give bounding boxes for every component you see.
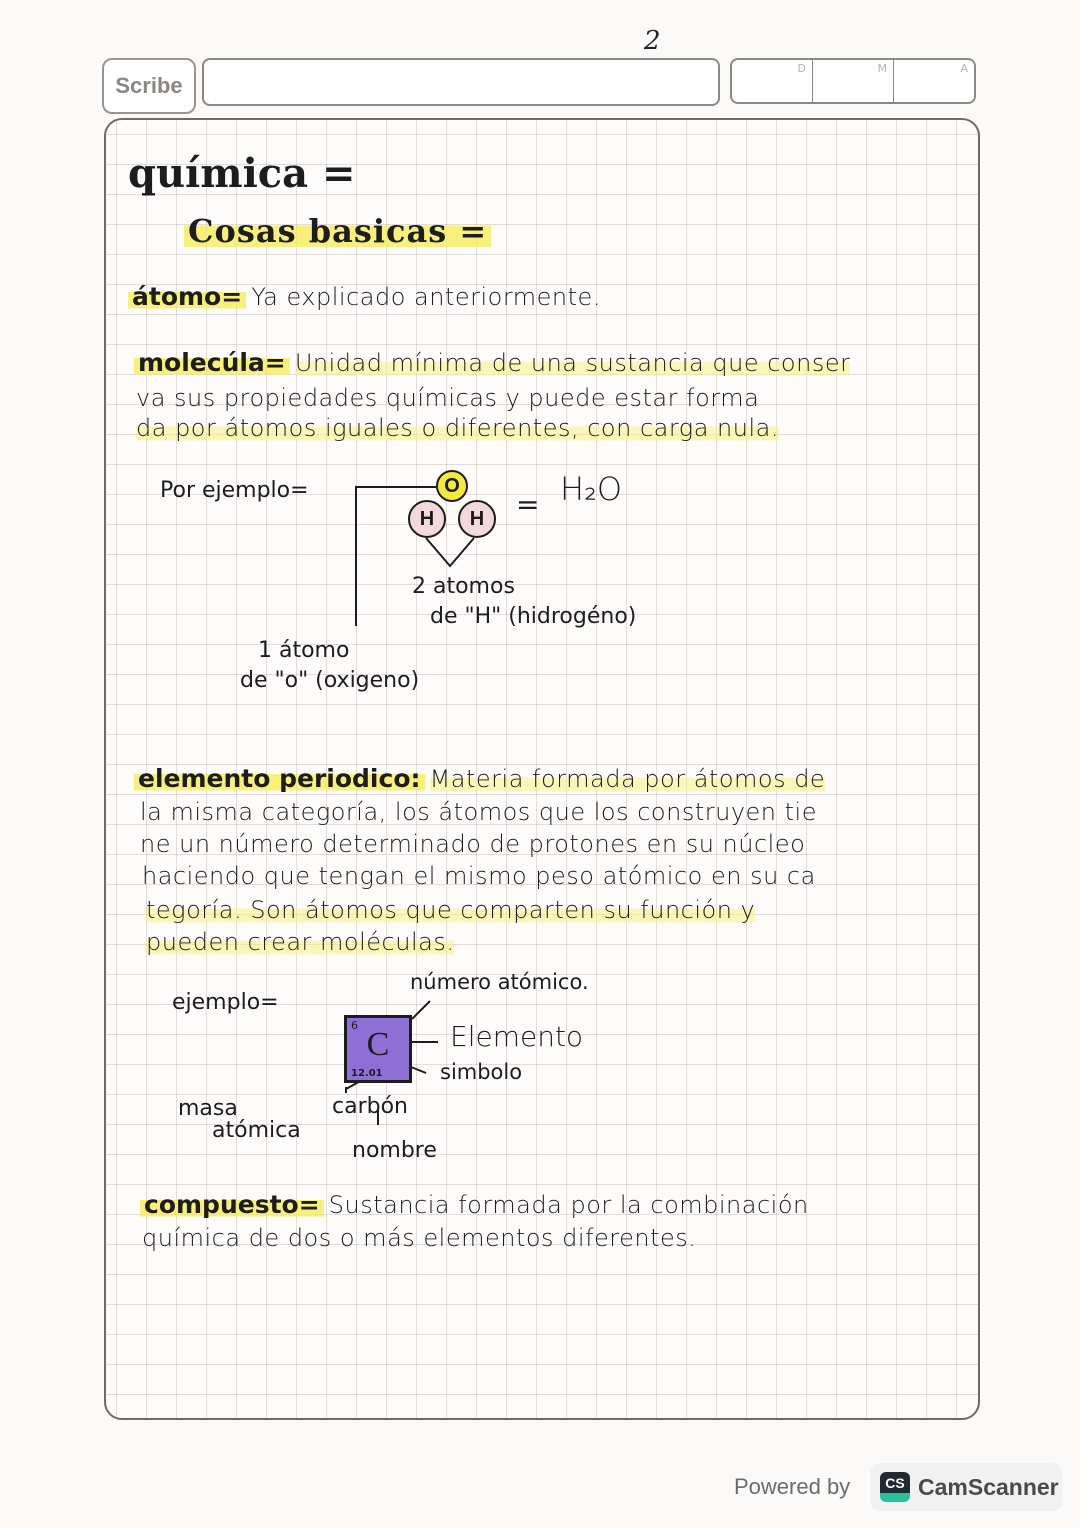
hydrogen-note-1: 2 atomos	[412, 574, 515, 599]
date-month-label: M	[877, 62, 887, 75]
notebook-brand-logo: Scribe	[102, 58, 196, 114]
oxygen-note-2: de "o" (oxigeno)	[240, 668, 420, 693]
date-month-cell	[813, 60, 894, 102]
hydrogen-atom-icon: H	[458, 500, 496, 538]
molecula-line-2: va sus propiedades químicas y puede estar forma	[136, 384, 760, 412]
oxygen-pointer-line-top	[356, 486, 436, 488]
elemento-line-6: pueden crear moléculas.	[146, 928, 455, 956]
section-subtitle	[184, 212, 491, 250]
element-name-label: nombre	[352, 1138, 437, 1163]
molecula-text-1: Unidad mínima de una sustancia que conser	[294, 349, 851, 377]
oxygen-pointer-line	[355, 486, 357, 626]
elemento-line-3: ne un número determinado de protones en su núcleo	[140, 830, 806, 858]
elemento-line-1	[134, 764, 825, 793]
mass-label-2: atómica	[212, 1118, 301, 1143]
molecula-line-3: da por átomos iguales o diferentes, con carga nula.	[136, 414, 779, 442]
hydrogen-note-2: de "H" (hidrogéno)	[430, 604, 637, 629]
camscanner-logo-icon: CS	[880, 1472, 910, 1502]
elemento-line-5: tegoría. Son átomos que comparten su función y	[146, 896, 756, 924]
carbon-element-tile	[344, 1015, 412, 1083]
date-day-cell	[732, 60, 813, 102]
element-example-label: ejemplo=	[172, 990, 279, 1015]
camscanner-badge[interactable]	[870, 1463, 1062, 1511]
atomo-definition	[128, 282, 601, 311]
page-number: 2	[644, 26, 661, 56]
compuesto-line-2: química de dos o más elementos diferentes.	[142, 1224, 697, 1252]
symbol-label: simbolo	[440, 1060, 523, 1084]
tile-atomic-number: 6	[351, 1019, 358, 1032]
camscanner-name: CamScanner	[918, 1473, 1059, 1500]
tile-symbol: C	[366, 1026, 390, 1063]
atomic-number-label: número atómico.	[410, 970, 589, 994]
molecula-line-1	[134, 348, 850, 377]
elemento-line-4: haciendo que tengan el mismo peso atómico en su ca	[142, 862, 816, 890]
date-year-cell	[894, 60, 974, 102]
atomo-term: átomo=	[128, 282, 246, 311]
oxygen-atom-icon: O	[436, 470, 468, 502]
page-title: química =	[128, 150, 356, 197]
elemento-line-2: la misma categoría, los átomos que los construyen tie	[140, 798, 817, 826]
oxygen-note-1: 1 átomo	[258, 638, 350, 663]
hydrogen-bracket	[420, 536, 480, 572]
mass-label-1: masa	[178, 1096, 238, 1121]
element-label: Elemento	[450, 1020, 584, 1053]
elemento-term: elemento periodico:	[134, 764, 425, 793]
element-name-value: carbón	[332, 1094, 408, 1119]
equals-sign: =	[516, 488, 540, 521]
date-year-label: A	[960, 62, 968, 75]
atomo-text: Ya explicado anteriormente.	[251, 283, 601, 311]
water-formula: H₂O	[560, 470, 623, 508]
subtitle-text: Cosas basicas =	[184, 212, 491, 250]
hydrogen-atom-icon: H	[408, 500, 446, 538]
compuesto-text-1: Sustancia formada por la combinación	[328, 1191, 809, 1219]
water-example-label: Por ejemplo=	[160, 478, 309, 503]
compuesto-line-1	[140, 1190, 809, 1219]
title-field	[202, 58, 720, 106]
molecula-term: molecúla=	[134, 348, 290, 377]
date-day-label: D	[797, 62, 806, 75]
powered-by-text: Powered by	[734, 1474, 851, 1499]
date-field	[730, 58, 976, 104]
elemento-text-1: Materia formada por átomos de	[429, 765, 826, 793]
compuesto-term: compuesto=	[140, 1190, 324, 1219]
tile-atomic-mass: 12.01	[351, 1068, 383, 1079]
